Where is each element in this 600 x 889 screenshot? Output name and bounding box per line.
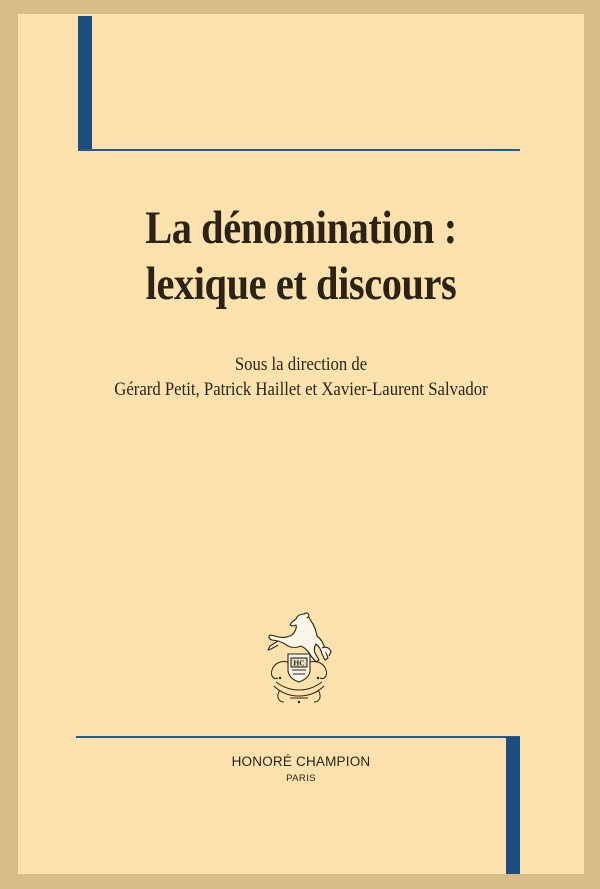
bottom-rule-line xyxy=(76,736,520,738)
editor-intro: Sous la direction de xyxy=(234,354,368,375)
editor-names: Gérard Petit, Patrick Haillet et Xavier-Laurent Salvador xyxy=(114,379,488,400)
publisher-name: HONORÉ CHAMPION xyxy=(231,754,371,769)
publisher-city: PARIS xyxy=(286,773,316,784)
emblem-monogram: HC xyxy=(293,658,305,668)
book-title-line-2: lexique et discours xyxy=(145,258,457,310)
top-rule-line xyxy=(78,149,520,151)
book-cover xyxy=(18,14,584,874)
book-title-line-1: La dénomination : xyxy=(145,202,457,254)
publisher-horse-emblem-icon xyxy=(256,608,342,708)
top-accent-bar xyxy=(78,16,92,150)
